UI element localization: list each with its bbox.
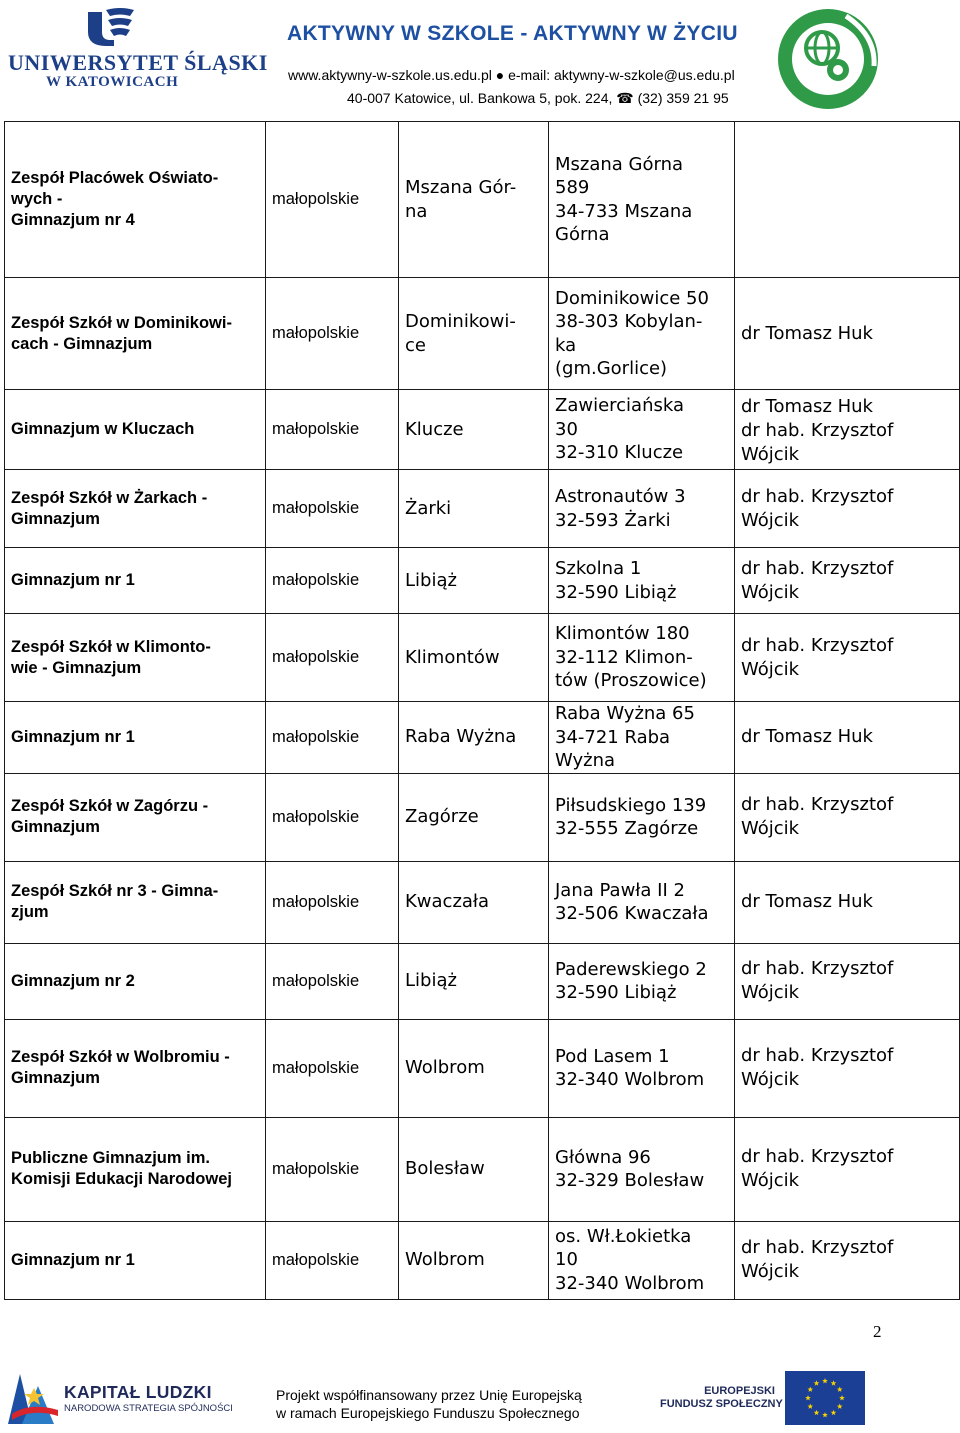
university-city: W KATOWICACH <box>46 74 179 90</box>
cell-line: 589 <box>555 177 590 198</box>
table-row <box>5 614 960 702</box>
kapital-ludzki-logo-icon <box>4 1366 62 1426</box>
region-cell: małopolskie <box>266 773 399 861</box>
cell-line: Wójcik <box>741 509 800 531</box>
region-cell: małopolskie <box>266 470 399 548</box>
cell-line: Klimontów <box>405 646 500 668</box>
tutor-cell <box>735 1117 960 1221</box>
cell-line: Kwaczała <box>405 891 490 912</box>
cell-line: dr hab. Krzysztof <box>741 485 894 507</box>
school-name-cell <box>5 614 266 702</box>
tutor-cell <box>735 390 960 470</box>
school-name-cell <box>5 861 266 943</box>
cell-line: Jana Pawła II 2 <box>555 879 685 901</box>
region-cell: małopolskie <box>266 614 399 702</box>
project-contact: www.aktywny-w-szkole.us.edu.pl ● e-mail: aktywny-w-szkole@us.edu.pl <box>288 67 735 83</box>
address-cell <box>549 390 735 470</box>
city-cell <box>399 122 549 278</box>
tutor-cell <box>735 702 960 774</box>
cell-line: dr hab. Krzysztof <box>741 557 894 579</box>
city-cell <box>399 614 549 702</box>
cell-line: Żarki <box>405 497 452 519</box>
address-cell <box>549 702 735 774</box>
cell-line: 34-721 Raba <box>555 726 671 748</box>
cell-line: 32-590 Libiąż <box>555 581 677 603</box>
cell-line: 32-329 Bolesław <box>555 1170 705 1191</box>
address-cell <box>549 773 735 861</box>
address-cell <box>549 943 735 1019</box>
cell-line: ka <box>555 334 577 356</box>
cell-line: Klucze <box>405 418 464 440</box>
region-cell: małopolskie <box>266 278 399 390</box>
region-cell: małopolskie <box>266 122 399 278</box>
university-name: UNIWERSYTET ŚLĄSKI <box>8 50 268 75</box>
cell-line: dr hab. Krzysztof <box>741 1237 894 1258</box>
address-cell <box>549 470 735 548</box>
cell-line: 32-506 Kwaczała <box>555 903 709 924</box>
tutor-cell <box>735 1019 960 1117</box>
kapital-ludzki-subtitle: NARODOWA STRATEGIA SPÓJNOŚCI <box>64 1403 233 1414</box>
cell-line: Zespół Szkół nr 3 - Gimna- <box>11 882 219 900</box>
region-cell: małopolskie <box>266 943 399 1019</box>
cell-line: ce <box>405 334 426 356</box>
cell-line: dr Tomasz Huk <box>741 322 873 344</box>
table-row <box>5 1019 960 1117</box>
city-cell <box>399 278 549 390</box>
address-cell <box>549 614 735 702</box>
school-name-cell <box>5 1019 266 1117</box>
cell-line: dr hab. Krzysztof <box>741 1146 894 1167</box>
city-cell <box>399 702 549 774</box>
cell-line: Mszana Górna <box>555 153 684 175</box>
cell-line: Gimnazjum nr 4 <box>11 211 135 229</box>
table-row <box>5 470 960 548</box>
city-cell <box>399 943 549 1019</box>
cell-line: Mszana Gór- <box>405 176 517 198</box>
region-cell: małopolskie <box>266 861 399 943</box>
cell-line: Bolesław <box>405 1158 485 1179</box>
school-name-cell <box>5 548 266 614</box>
cell-line: Wójcik <box>741 818 800 839</box>
cell-line: 32-340 Wolbrom <box>555 1069 705 1090</box>
city-cell <box>399 470 549 548</box>
cell-line: wych - <box>11 190 63 208</box>
cell-line: 32-593 Żarki <box>555 509 671 531</box>
region-cell: małopolskie <box>266 390 399 470</box>
region-cell: małopolskie <box>266 548 399 614</box>
efs-label <box>660 1385 783 1411</box>
university-emblem-icon <box>80 6 136 48</box>
city-cell <box>399 1019 549 1117</box>
cell-line: Szkolna 1 <box>555 558 642 579</box>
project-title: AKTYWNY W SZKOLE - AKTYWNY W ŻYCIU <box>287 22 738 45</box>
cell-line: 32-310 Klucze <box>555 442 684 464</box>
cell-line: Wolbrom <box>405 1249 485 1270</box>
cell-line: 10 <box>555 1249 578 1271</box>
table-row <box>5 702 960 774</box>
cell-line: Wójcik <box>741 982 800 1003</box>
table-row <box>5 122 960 278</box>
tutor-cell <box>735 773 960 861</box>
city-cell <box>399 861 549 943</box>
cell-line: Gimnazjum <box>11 818 100 836</box>
cell-line: Gimnazjum nr 1 <box>11 1250 135 1269</box>
table-row <box>5 278 960 390</box>
tutor-cell <box>735 548 960 614</box>
tutor-cell <box>735 470 960 548</box>
cell-line: tów (Proszowice) <box>555 670 707 692</box>
school-name-cell <box>5 278 266 390</box>
cofinance-line-2: w ramach Europejskiego Funduszu Społecznego <box>276 1405 580 1421</box>
efs-line-1: EUROPEJSKI <box>704 1385 775 1397</box>
cell-line: Libiąż <box>405 569 457 591</box>
cell-line: Gimnazjum nr 1 <box>11 571 135 589</box>
city-cell <box>399 390 549 470</box>
cell-line: 38-303 Kobylan- <box>555 311 703 332</box>
cell-line: (gm.Gorlice) <box>555 358 668 379</box>
cell-line: dr hab. Krzysztof <box>741 958 894 979</box>
region-cell: małopolskie <box>266 1221 399 1299</box>
school-name-cell <box>5 122 266 278</box>
cell-line: 32-590 Libiąż <box>555 982 677 1003</box>
cell-line: Zespół Szkół w Zagórzu - <box>11 797 209 815</box>
schools-table <box>4 121 960 1300</box>
cell-line: Komisji Edukacji Narodowej <box>11 1170 232 1188</box>
cell-line: Zespół Placówek Oświato- <box>11 169 219 187</box>
cell-line: Gimnazjum nr 1 <box>11 727 135 746</box>
cell-line: Paderewskiego 2 <box>555 958 707 980</box>
cell-line: Klimontów 180 <box>555 623 690 645</box>
cell-line: Raba Wyżna <box>405 726 517 748</box>
cell-line: Zespół Szkół w Klimonto- <box>11 637 211 656</box>
university-logo <box>0 0 268 110</box>
schools-table-body <box>5 122 960 1300</box>
address-cell <box>549 1117 735 1221</box>
cell-line: Zespół Szkół w Żarkach - <box>11 488 208 507</box>
cell-line: Wójcik <box>741 658 800 680</box>
project-address: 40-007 Katowice, ul. Bankowa 5, pok. 224, ☎ (32) 359 21 95 <box>347 90 729 106</box>
table-row <box>5 390 960 470</box>
cofinance-note <box>276 1386 582 1422</box>
tutor-cell <box>735 122 960 278</box>
cell-line: dr hab. Krzysztof <box>741 634 894 656</box>
cell-line: Główna 96 <box>555 1146 651 1168</box>
address-cell <box>549 548 735 614</box>
table-row <box>5 1117 960 1221</box>
tutor-cell <box>735 1221 960 1299</box>
cell-line: dr hab. Krzysztof <box>741 1045 894 1066</box>
eu-flag-icon <box>785 1371 865 1425</box>
cofinance-line-1: Projekt współfinansowany przez Unię Europejską <box>276 1387 582 1403</box>
table-row <box>5 861 960 943</box>
cell-line: 34-733 Mszana <box>555 200 693 222</box>
kapital-ludzki-title: KAPITAŁ LUDZKI <box>64 1382 212 1402</box>
table-row <box>5 548 960 614</box>
school-name-cell <box>5 943 266 1019</box>
efs-line-2: FUNDUSZ SPOŁECZNY <box>660 1398 783 1410</box>
cell-line: Zespół Szkół w Dominikowi- <box>11 313 232 332</box>
cell-line: dr Tomasz Huk <box>741 396 873 417</box>
address-cell <box>549 278 735 390</box>
cell-line: Publiczne Gimnazjum im. <box>11 1149 210 1167</box>
city-cell <box>399 1221 549 1299</box>
cell-line: Piłsudskiego 139 <box>555 794 707 816</box>
table-row <box>5 943 960 1019</box>
cell-line: os. Wł.Łokietka <box>555 1225 692 1247</box>
cell-line: Wójcik <box>741 444 800 465</box>
tutor-cell <box>735 278 960 390</box>
city-cell <box>399 1117 549 1221</box>
cell-line: Pod Lasem 1 <box>555 1045 670 1067</box>
cell-line: 32-555 Zagórze <box>555 818 699 839</box>
cell-line: Zagórze <box>405 806 479 827</box>
cell-line: na <box>405 200 428 222</box>
address-cell <box>549 861 735 943</box>
region-cell: małopolskie <box>266 1117 399 1221</box>
cell-line: Libiąż <box>405 970 457 991</box>
school-name-cell <box>5 773 266 861</box>
cell-line: Zawierciańska <box>555 395 685 417</box>
cell-line: Zespół Szkół w Wolbromiu - <box>11 1048 230 1066</box>
table-row <box>5 773 960 861</box>
cell-line: dr hab. Krzysztof <box>741 420 894 441</box>
school-name-cell <box>5 390 266 470</box>
school-name-cell <box>5 1117 266 1221</box>
cell-line: Wolbrom <box>405 1057 485 1078</box>
cell-line: dr Tomasz Huk <box>741 891 873 912</box>
cell-line: zjum <box>11 903 49 921</box>
city-cell <box>399 773 549 861</box>
address-cell <box>549 1019 735 1117</box>
cell-line: Raba Wyżna 65 <box>555 703 695 724</box>
page-number: 2 <box>873 1322 882 1341</box>
table-row <box>5 1221 960 1299</box>
tutor-cell <box>735 943 960 1019</box>
cell-line: 32-112 Klimon- <box>555 646 693 668</box>
region-cell: małopolskie <box>266 1019 399 1117</box>
school-name-cell <box>5 1221 266 1299</box>
cell-line: Wójcik <box>741 1069 800 1090</box>
cell-line: dr hab. Krzysztof <box>741 794 894 815</box>
cell-line: Astronautów 3 <box>555 486 686 507</box>
city-cell <box>399 548 549 614</box>
address-cell <box>549 122 735 278</box>
address-cell <box>549 1221 735 1299</box>
cell-line: wie - Gimnazjum <box>11 658 142 677</box>
cell-line: Wójcik <box>741 581 800 603</box>
cell-line: Wójcik <box>741 1170 800 1191</box>
cell-line: Gimnazjum nr 2 <box>11 971 135 990</box>
tutor-cell <box>735 861 960 943</box>
tutor-cell <box>735 614 960 702</box>
school-name-cell <box>5 702 266 774</box>
cell-line: dr Tomasz Huk <box>741 726 873 748</box>
cell-line: Gimnazjum <box>11 509 100 528</box>
cell-line: Dominikowice 50 <box>555 287 709 309</box>
cell-line: cach - Gimnazjum <box>11 334 153 353</box>
region-cell: małopolskie <box>266 702 399 774</box>
cell-line: Wyżna <box>555 750 616 771</box>
project-logo-icon <box>772 6 884 112</box>
school-name-cell <box>5 470 266 548</box>
cell-line: 30 <box>555 418 578 440</box>
cell-line: Gimnazjum w Kluczach <box>11 420 195 438</box>
cell-line: Wójcik <box>741 1261 800 1282</box>
cell-line: Gimnazjum <box>11 1069 100 1087</box>
cell-line: 32-340 Wolbrom <box>555 1272 705 1294</box>
cell-line: Górna <box>555 224 610 245</box>
cell-line: Dominikowi- <box>405 310 516 332</box>
